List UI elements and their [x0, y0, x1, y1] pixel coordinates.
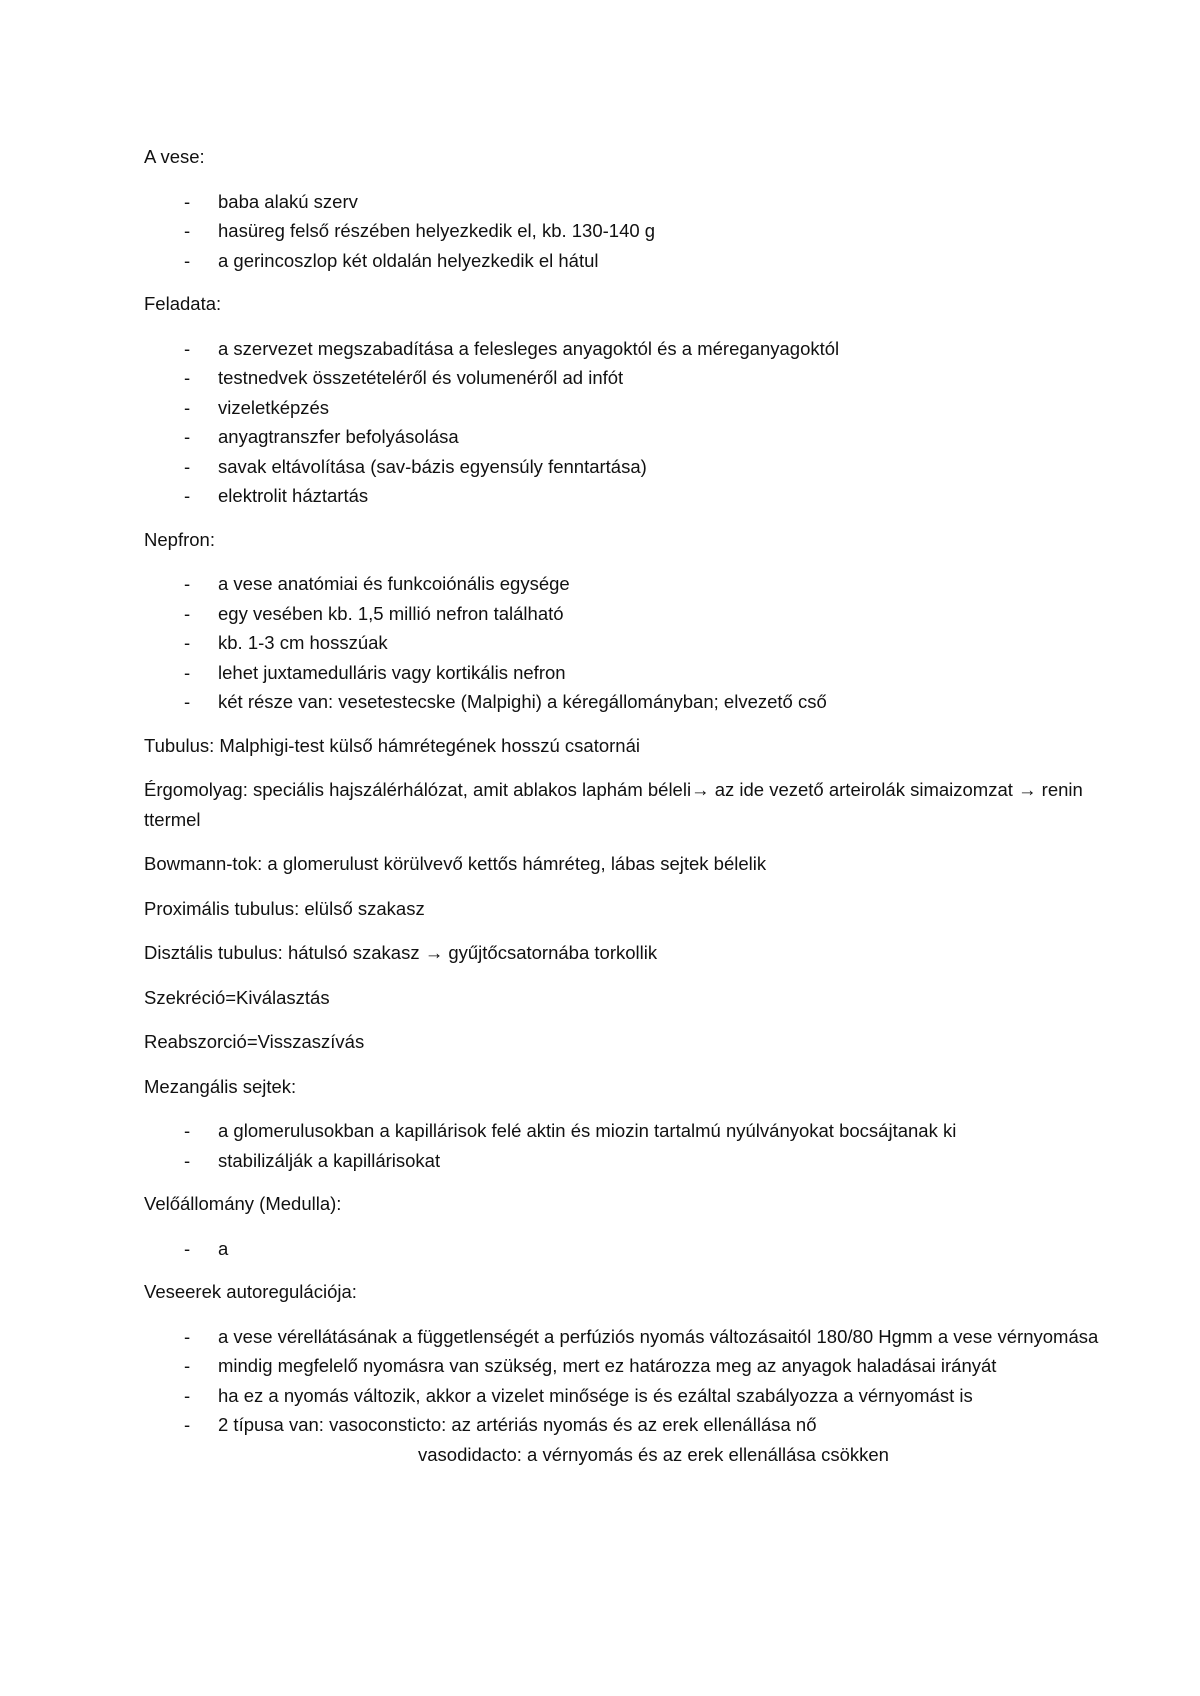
list-item: - a vese anatómiai és funkcoiónális egysége: [144, 569, 1140, 599]
types-line-vasoconstriction: - 2 típusa van: vasoconsticto: az artériás nyomás és az erek ellenállása nő: [218, 1414, 817, 1435]
paragraph-proximalis-tubulus: Proximális tubulus: elülső szakasz: [144, 897, 425, 919]
paragraph-szekrecio: Szekréció=Kiválasztás: [144, 986, 330, 1008]
list-item: - a glomerulusokban a kapillárisok felé aktin és miozin tartalmú nyúlványokat bocsájtanak ki: [144, 1116, 1140, 1146]
paragraph-reabszorcio: Reabszorció=Visszaszívás: [144, 1031, 365, 1052]
section-heading-autoregulacio: Veseerek autoregulációja:: [144, 1281, 357, 1302]
paragraph-tubulus: Tubulus: Malphigi-test külső hámrétegének hosszú csatornái: [144, 734, 640, 756]
list-item: - egy vesében kb. 1,5 millió nefron található: [144, 599, 1140, 629]
section-heading-vese: A vese:: [144, 146, 205, 167]
list-item: - elektrolit háztartás: [144, 481, 1140, 511]
list-item: - testnedvek összetételéről és volumenéről ad infót: [144, 363, 1140, 393]
section-heading-veloallomany: Velőállomány (Medulla):: [144, 1193, 342, 1214]
list-item: - ha ez a nyomás változik, akkor a vizelet minősége is és ezáltal szabályozza a vérnyomást is: [144, 1381, 1140, 1411]
list-item: - kb. 1-3 cm hosszúak: [144, 628, 1140, 658]
nepfron-list: [144, 569, 1140, 717]
list-item: - a vese vérellátásának a függetlenségét a perfúziós nyomás változásaitól 180/80 Hgmm a vese vérnyomása: [144, 1322, 1140, 1352]
list-item: - stabilizálják a kapillárisokat: [144, 1146, 1140, 1176]
list-item: - hasüreg felső részében helyezkedik el, kb. 130-140 g: [144, 216, 1140, 246]
list-item: - vizeletképzés: [144, 393, 1140, 423]
list-item: - a gerincoszlop két oldalán helyezkedik el hátul: [144, 246, 1140, 276]
list-item: - baba alakú szerv: [144, 187, 1140, 217]
list-item: - a szervezet megszabadítása a felesleges anyagoktól és a méreganyagoktól: [144, 334, 1140, 364]
list-item: - anyagtranszfer befolyásolása: [144, 422, 1140, 452]
autoregulacio-list: [144, 1322, 1140, 1470]
list-item: - mindig megfelelő nyomásra van szükség, mert ez határozza meg az anyagok haladásai irányát: [144, 1351, 1140, 1381]
paragraph-bowmann-tok: Bowmann-tok: a glomerulust körülvevő kettős hámréteg, lábas sejtek bélelik: [144, 853, 767, 874]
list-item: - savak eltávolítása (sav-bázis egyensúly fenntartása): [144, 452, 1140, 482]
paragraph-disztalis-tubulus: Disztális tubulus: hátulsó szakasz → gyűjtőcsatornába torkollik: [144, 942, 658, 963]
mezangialis-list: [144, 1116, 1140, 1175]
veloallomany-list: [144, 1234, 1140, 1264]
section-heading-feladata: Feladata:: [144, 293, 222, 314]
section-heading-nepfron: Nepfron:: [144, 528, 215, 550]
feladata-list: [144, 334, 1140, 511]
list-item: - két része van: vesetestecske (Malpighi) a kéregállományban; elvezető cső: [144, 687, 1140, 717]
types-line-vasodilation: vasodidacto: a vérnyomás és az erek ellenállása csökken: [418, 1443, 889, 1465]
list-item-types: [144, 1410, 1140, 1469]
list-item: - a: [144, 1234, 1140, 1264]
vese-list: [144, 187, 1140, 276]
section-heading-mezangialis: Mezangális sejtek:: [144, 1075, 297, 1097]
list-item: - lehet juxtamedulláris vagy kortikális nefron: [144, 658, 1140, 688]
paragraph-ergomolyag: Érgomolyag: speciális hajszálérhálózat, amit ablakos laphám béleli→ az ide vezető arteirolák simaizomzat → renin ttermel: [144, 779, 1083, 830]
